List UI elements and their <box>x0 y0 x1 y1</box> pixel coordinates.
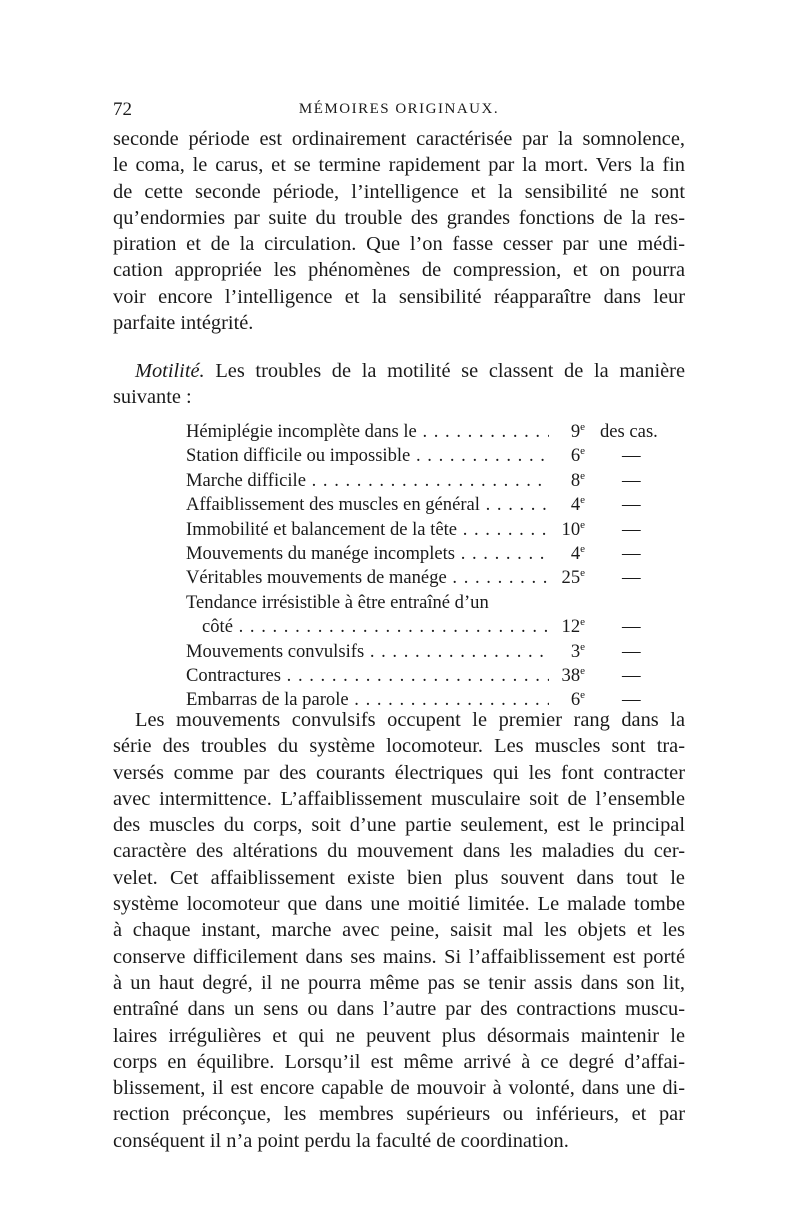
text-line: de cette seconde période, l’intelligence et la sensibilité ne sont <box>113 180 685 203</box>
row-count <box>549 518 585 542</box>
count-suffix: e <box>580 445 585 458</box>
row-unit: — <box>622 664 641 686</box>
row-count <box>549 542 585 566</box>
row-unit: — <box>622 494 641 516</box>
row-label: Contractures . . . <box>186 664 549 688</box>
text-line: le coma, le carus, et se termine rapidement par la mort. Vers la fin <box>113 154 685 177</box>
text-line: caractère des altérations du mouvement dans les maladies du cer- <box>113 840 685 863</box>
text-line: laires irrégulières et qui ne peuvent plus désormais maintenir le <box>113 1024 685 1047</box>
row-unit: — <box>622 567 641 589</box>
row-unit: des cas. <box>600 421 658 442</box>
row-count <box>549 664 585 688</box>
table-row <box>186 640 661 664</box>
row-label: côté . . . <box>202 615 549 639</box>
row-unit: — <box>622 616 641 638</box>
count-suffix: e <box>580 493 585 506</box>
running-title: MÉMOIRES ORIGINAUX. <box>298 101 500 117</box>
paragraph-2 <box>113 707 685 1154</box>
page-number: 72 <box>113 99 132 120</box>
text-line: entraîné dans un sens ou dans l’autre par des contractions muscu- <box>113 998 685 1021</box>
row-label: Hémiplégie incomplète dans le . . . <box>186 420 549 444</box>
row-label: Embarras de la parole . . . <box>186 688 549 712</box>
row-label: Mouvements convulsifs . . . <box>186 640 549 664</box>
row-label: Immobilité et balancement de la tête . . . <box>186 518 549 542</box>
count-number: 12 <box>561 616 581 638</box>
table-row <box>186 566 661 590</box>
page-header <box>113 99 685 123</box>
text-line <box>113 358 685 384</box>
row-count <box>549 469 585 493</box>
motilite-intro <box>113 358 685 411</box>
count-number: 38 <box>561 664 581 686</box>
text-line: Les mouvements convulsifs occupent le premier rang dans la <box>135 709 685 731</box>
text-line: des muscles du corps, soit d’une partie seulement, est le principal <box>113 814 685 837</box>
count-number: 6 <box>570 445 581 467</box>
text-line: conserve difficilement dans ses mains. Si l’affaiblissement est porté <box>113 945 685 968</box>
text-line: série des troubles du système locomoteur. Les muscles sont tra- <box>113 735 685 758</box>
text-line: cation appropriée les phénomènes de compression, et on pourra <box>113 259 685 282</box>
count-suffix: e <box>580 689 585 702</box>
count-suffix: e <box>580 518 585 531</box>
count-number: 4 <box>570 542 581 564</box>
text-line: piration et de la circulation. Que l’on fasse cesser par une médi- <box>113 233 685 256</box>
row-unit: — <box>622 542 641 564</box>
section-heading: Motilité. <box>135 360 205 382</box>
count-number: 8 <box>570 469 581 491</box>
table-row <box>186 518 661 542</box>
text-line: versés comme par des courants électriques qui les font contracter <box>113 761 685 784</box>
row-count <box>549 566 585 590</box>
text-line: qu’endormies par suite du trouble des grandes fonctions de la res- <box>113 206 685 229</box>
table-row <box>186 615 661 639</box>
table-row <box>186 591 661 615</box>
count-number: 4 <box>570 494 581 516</box>
text-span: Les troubles de la motilité se classent de la manière <box>215 360 685 382</box>
text-line: velet. Cet affaiblissement existe bien plus souvent dans tout le <box>113 866 685 889</box>
text-line: rection préconçue, les membres supérieurs ou inférieurs, et par <box>113 1103 685 1126</box>
count-suffix: e <box>580 420 585 433</box>
text-line: à chaque instant, marche avec peine, saisit mal les objets et les <box>113 919 685 942</box>
text-line: parfaite intégrité. <box>113 312 254 335</box>
count-suffix: e <box>580 664 585 677</box>
row-unit: — <box>622 445 641 467</box>
row-label: Tendance irrésistible à être entraîné d’un <box>186 591 489 613</box>
row-unit: — <box>622 640 641 662</box>
text-line: seconde période est ordinairement caractérisée par la somnolence, <box>113 128 685 150</box>
count-number: 10 <box>561 518 581 540</box>
table-row <box>186 444 661 468</box>
row-unit: — <box>622 689 641 711</box>
count-number: 3 <box>570 640 581 662</box>
text-line: système locomoteur que dans une moitié limitée. Le malade tombe <box>113 893 685 916</box>
row-count <box>549 420 585 444</box>
row-unit: — <box>622 518 641 540</box>
count-suffix: e <box>580 567 585 580</box>
table-row <box>186 469 661 493</box>
row-count <box>549 640 585 664</box>
text-line: conséquent il n’a point perdu la faculté de coordination. <box>113 1129 569 1152</box>
text-line: avec intermittence. L’affaiblissement musculaire soit de l’ensemble <box>113 787 685 810</box>
row-unit: — <box>622 469 641 491</box>
text-line: corps en équilibre. Lorsqu’il est même arrivé à ce degré d’affai- <box>113 1050 685 1073</box>
count-number: 9 <box>570 421 581 442</box>
text-line: voir encore l’intelligence et la sensibilité réapparaître dans leur <box>113 285 685 308</box>
count-suffix: e <box>580 469 585 482</box>
text-line: blissement, il est encore capable de mouvoir à volonté, dans une di- <box>113 1077 685 1100</box>
count-suffix: e <box>580 542 585 555</box>
symptom-table <box>186 420 661 713</box>
text-line: à un haut degré, il ne pourra même pas se tenir assis dans son lit, <box>113 971 685 994</box>
table-row <box>186 542 661 566</box>
table-row <box>186 420 661 444</box>
count-suffix: e <box>580 615 585 628</box>
count-suffix: e <box>580 640 585 653</box>
row-count <box>549 493 585 517</box>
row-label: Mouvements du manége incomplets . . . <box>186 542 549 566</box>
row-label: Marche difficile . . . <box>186 469 549 493</box>
count-number: 6 <box>570 689 581 711</box>
row-label: Véritables mouvements de manége . . . <box>186 566 549 590</box>
count-number: 25 <box>561 567 581 589</box>
text-line: suivante : <box>113 386 192 409</box>
paragraph-1 <box>113 126 685 336</box>
row-count <box>549 615 585 639</box>
row-label: Station difficile ou impossible . . . <box>186 444 549 468</box>
table-row <box>186 493 661 517</box>
row-count <box>549 444 585 468</box>
row-label: Affaiblissement des muscles en général . . . <box>186 493 549 517</box>
table-row <box>186 664 661 688</box>
